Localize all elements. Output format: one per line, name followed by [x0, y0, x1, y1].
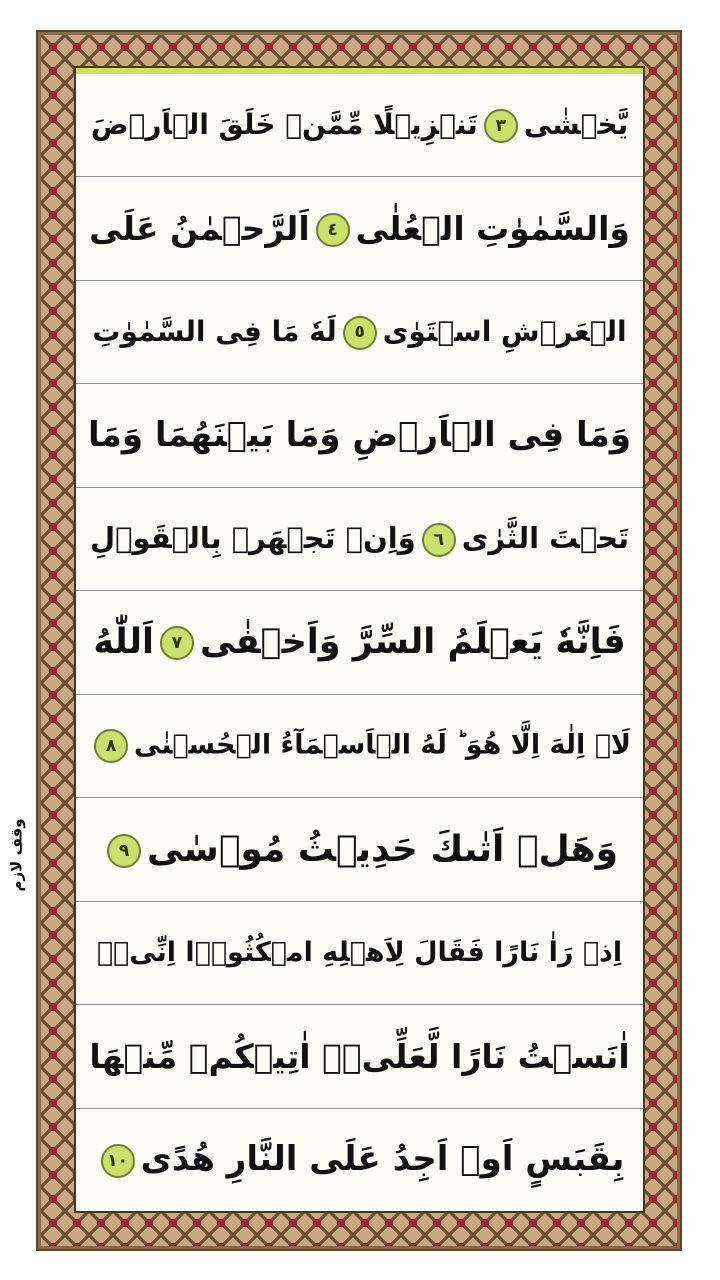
- verse-text: تَحۡتَ الثَّرٰى٦وَاِنۡ تَجۡهَرۡ بِالۡقَوۡلِ: [89, 521, 630, 556]
- verse-text: لَاۤ اِلٰهَ اِلَّا هُوَ‌ ؕ لَهُ الۡاَسۡمَآءُ الۡحُسۡنٰى٨: [88, 729, 631, 763]
- ayah-marker: ٧: [160, 626, 194, 660]
- verse-line: [76, 281, 643, 384]
- ayah-marker: ٦: [422, 523, 456, 557]
- verse-text: اِذۡ رَاٰ نَارًا فَقَالَ لِاَهۡلِهِ امۡكُثُوۡۤا اِنِّىۡۤ: [96, 936, 623, 968]
- quran-page: [74, 66, 645, 1213]
- margin-note: [0, 800, 34, 910]
- verse-line: [76, 384, 643, 487]
- verse-text: بِقَبَسٍ اَوۡ اَجِدُ عَلَى النَّارِ هُدًى١٠: [95, 1139, 625, 1180]
- verse-line: [76, 1109, 643, 1211]
- verse-text: اٰنَسۡتُ نَارًا لَّعَلِّىۡۤ اٰتِيۡكُمۡ مِّنۡهَا: [89, 1036, 630, 1076]
- verse-line: [76, 695, 643, 798]
- verse-text: يَّخۡشٰى٣تَنۡزِيۡلًا مِّمَّنۡ خَلَقَ الۡاَرۡضَ: [90, 107, 629, 141]
- ayah-marker: ٩: [107, 834, 141, 868]
- ayah-marker: ٤: [316, 213, 350, 247]
- verse-text: وَمَا فِى الۡاَرۡضِ وَمَا بَيۡنَهُمَا وَمَا: [88, 415, 631, 456]
- verse-text: الۡعَرۡشِ اسۡتَوٰى٥لَهٗ مَا فِى السَّمٰوٰتِ: [92, 314, 627, 348]
- verse-text: فَاِنَّهٗ يَعۡلَمُ السِّرَّ وَاَخۡفٰى٧اَللّٰهُ: [93, 622, 626, 663]
- ayah-marker: ١٠: [101, 1144, 135, 1178]
- verse-line: [76, 591, 643, 694]
- verse-line: [76, 1005, 643, 1108]
- verse-line: [76, 902, 643, 1005]
- verse-line: [76, 798, 643, 901]
- verse-line: [76, 488, 643, 591]
- margin-note-text: وقف لازم: [8, 818, 26, 892]
- verse-text: وَالسَّمٰوٰتِ الۡعُلٰى٤اَلرَّحۡمٰنُ عَلَى: [89, 208, 630, 248]
- ayah-marker: ٨: [94, 729, 128, 763]
- ayah-marker: ٣: [484, 109, 518, 143]
- verse-line: [76, 177, 643, 280]
- verse-line: [76, 74, 643, 177]
- ayah-marker: ٥: [343, 316, 377, 350]
- verse-text: وَهَلۡ اَتٰٮكَ حَدِيۡثُ مُوۡسٰى٩: [101, 828, 618, 871]
